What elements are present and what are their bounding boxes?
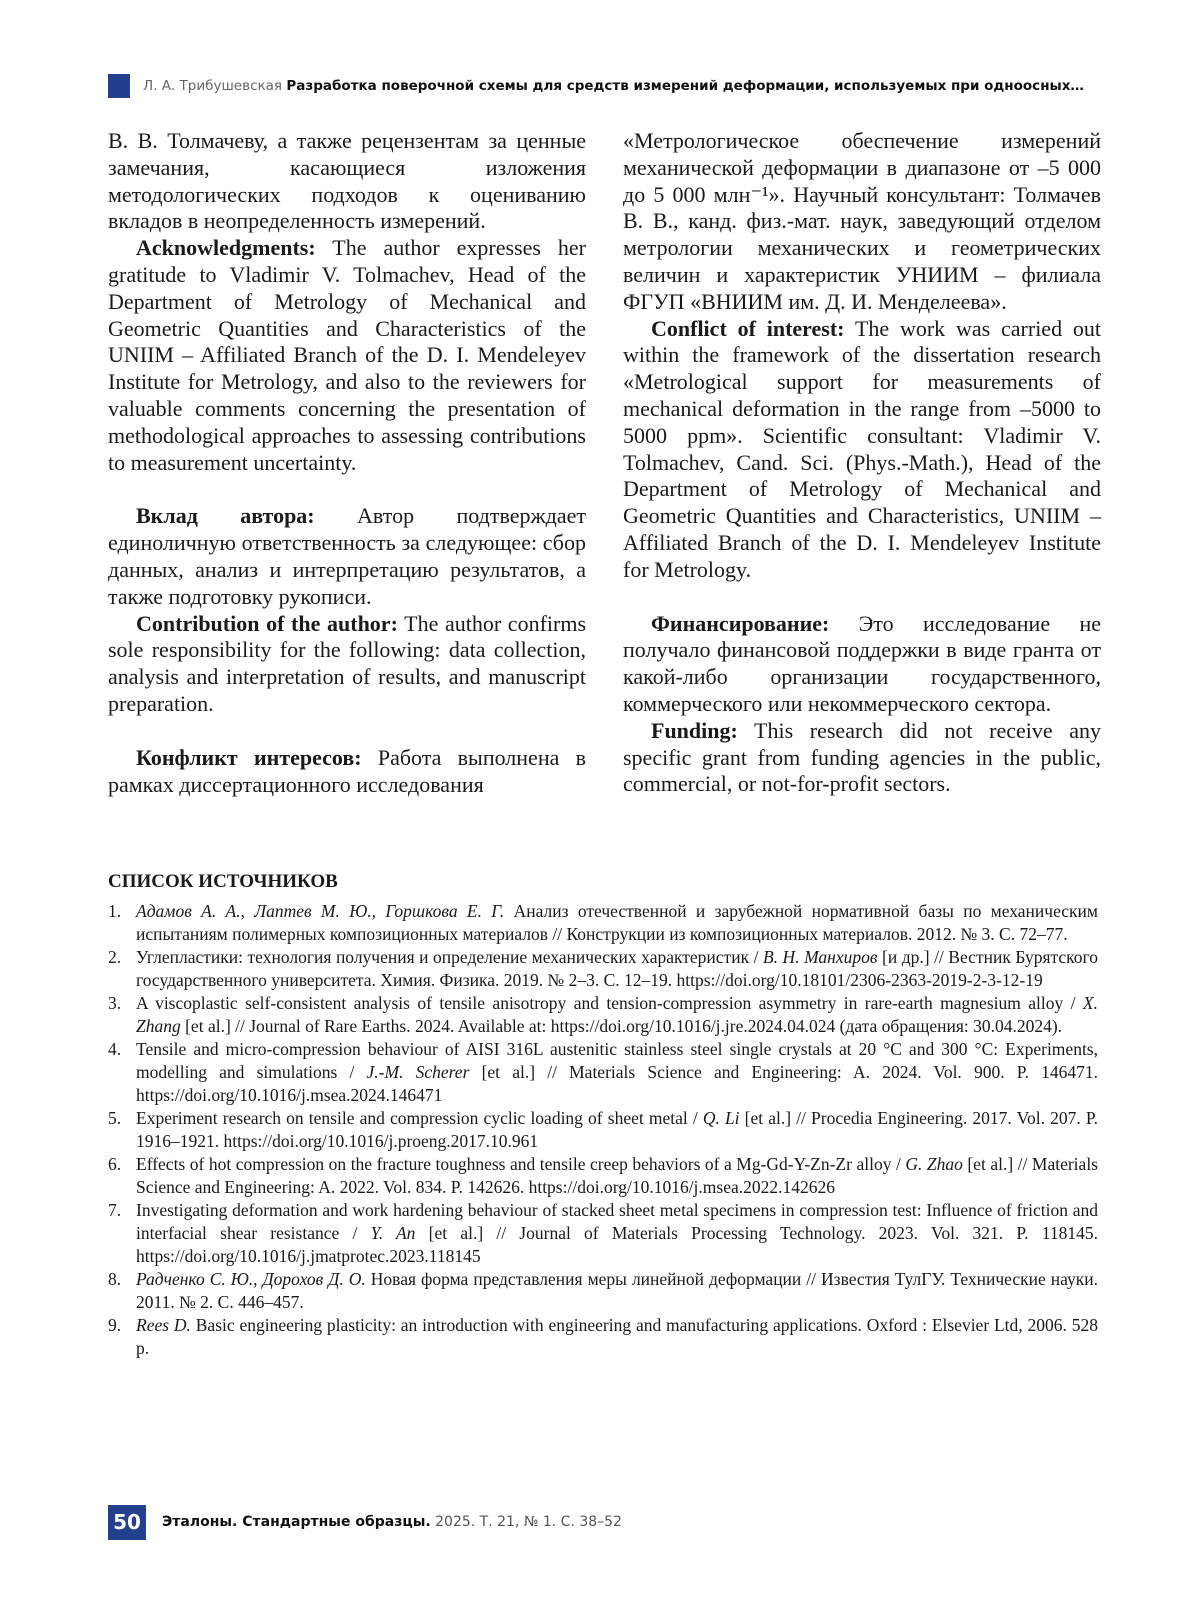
conflict-en [623,316,1101,584]
references-section [108,870,1098,1360]
references-heading: СПИСОК ИСТОЧНИКОВ [108,871,338,892]
reference-authors: X. Zhang [136,993,1098,1036]
reference-text: Experiment research on tensile and compression cyclic loading of sheet metal / [136,1108,703,1128]
reference-text: [et al.] // Materials Science and Engineering: A. 2024. Vol. 900. P. 146471. https://doi.org/10.1016/j.msea.2024.146471 [136,1062,1099,1105]
reference-number: 8. [108,1269,122,1289]
header-title: Разработка поверочной схемы для средств измерений деформации, используемых при одноосных… [286,78,1084,94]
funding-en-label: Funding: [651,717,738,743]
reference-text: Investigating deformation and work hardening behaviour of stacked sheet metal specimens in compression test: Influence of friction and interfacial shear resistance / [136,1200,1098,1243]
reference-text: Углепластики: технология получения и определение механических характеристик / [136,947,763,967]
reference-item [108,900,1098,946]
reference-authors: В. Н. Манхиров [762,947,878,967]
reference-text: [et al.] // Journal of Rare Earths. 2024. Available at: https://doi.org/10.1016/j.jre.2024.04.024 (дата обращения: 30.04.2024). [180,1016,1063,1036]
conflict-ru-text: Работа выполнена в рамках диссертационного исследования [108,744,586,797]
acknowledgment-ru-continuation: В. В. Толмачеву, а также рецензентам за ценные замечания, касающиеся изложения методологических подходов к оцениванию вкладов в неопределенность измерений. [108,128,586,234]
contribution-ru-text: Автор подтверждает единоличную ответственность за следующее: сбор данных, анализ и интерпретацию результатов, а также подготовку рукописи. [108,503,587,609]
reference-text: [et al.] // Procedia Engineering. 2017. Vol. 207. P. 1916–1921. https://doi.org/10.1016/j.proeng.2017.10.961 [136,1108,1098,1151]
header-accent-square [108,74,130,98]
conflict-en-text: The work was carried out within the framework of the dissertation research «Metrological support for measurements of mechanical deformation in the range from –5000 to 5000 ppm». Scientific consultant: Vladimir V. Tolmachev, Cand. Sci. (Phys.-Math.), Head of the Department of Metrology of Mechanical and Geometric Quantities and Characteristics, UNIIM – Affiliated Branch of the D. I. Mendeleyev Institute for Metrology. [623,315,1101,582]
conflict-ru-continuation: «Метрологическое обеспечение измерений механической деформации в диапазоне от –5 000 до 5 000 млн⁻¹». Научный консультант: Толмачев В. В., канд. физ.-мат. наук, заведующий отделом метрологии механических и геометрических величин и характеристик УНИИМ – филиала ФГУП «ВНИИМ им. Д. И. Менделеева». [623,128,1101,314]
reference-text: Basic engineering plasticity: an introduction with engineering and manufacturing applications. Oxford : Elsevier Ltd, 2006. 528 p. [136,1315,1098,1358]
reference-text: A viscoplastic self-consistent analysis of tensile anisotropy and tension-compression asymmetry in rare-earth magnesium alloy / [136,993,1083,1013]
reference-item [108,1314,1098,1360]
reference-authors: G. Zhao [905,1154,963,1174]
funding-ru-text: Это исследование не получало финансовой поддержки в виде гранта от какой-либо организации государственного, коммерческого или некоммерческого сектора. [623,610,1101,716]
reference-item [108,1268,1098,1314]
reference-text: Анализ отечественной и зарубежной нормативной базы по механическим испытаниям полимерных композиционных материалов // Конструкции из композиционных материалов. 2012. № 3. С. 72–77. [136,901,1098,944]
reference-item [108,1038,1098,1107]
reference-text: Effects of hot compression on the fracture toughness and tensile creep behaviors of a Mg-Gd-Y-Zn-Zr alloy / [136,1154,906,1174]
reference-number: 4. [108,1039,122,1059]
reference-text: Новая форма представления меры линейной деформации // Известия ТулГУ. Технические науки. 2011. № 2. С. 446–457. [136,1269,1098,1312]
running-footer [162,1514,622,1530]
reference-text: [et al.] // Materials Science and Engineering: A. 2022. Vol. 834. P. 142626. https://doi.org/10.1016/j.msea.2022.142626 [136,1154,1098,1197]
reference-number: 5. [108,1108,122,1128]
reference-text: [и др.] // Вестник Бурятского государственного университета. Химия. Физика. 2019. № 2–3. С. 12–19. https://doi.org/10.18101/2306-2363-2019-2-3-12-19 [136,947,1098,990]
reference-number: 1. [108,901,122,921]
reference-number: 7. [108,1200,122,1220]
funding-en-text: This research did not receive any specific grant from funding agencies in the public, commercial, or not-for-profit sectors. [623,717,1101,797]
footer-journal-info: 2025. Т. 21, № 1. С. 38–52 [435,1514,622,1530]
reference-text: [et al.] // Journal of Materials Processing Technology. 2023. Vol. 321. P. 118145. https://doi.org/10.1016/j.jmatprotec.2023.118145 [136,1223,1098,1266]
conflict-en-label: Conflict of interest: [651,315,845,341]
reference-number: 9. [108,1315,122,1335]
references-list [108,900,1098,1360]
reference-item [108,1153,1098,1199]
funding-ru [623,611,1101,718]
contribution-en-label: Contribution of the author: [136,610,398,636]
contribution-en-text: The author confirms sole responsibility for the following: data collection, analysis and interpretation of results, and manuscript preparation. [108,610,587,716]
funding-ru-label: Финансирование: [651,610,830,636]
running-header [143,76,1103,96]
funding-en [623,718,1101,798]
conflict-ru [108,745,586,799]
reference-text: Tensile and micro-compression behaviour of AISI 316L austenitic stainless steel single crystals at 20 °C and 300 °C: Experiments, modelling and simulations / [136,1039,1098,1082]
reference-number: 6. [108,1154,122,1174]
contribution-en [108,611,586,718]
conflict-ru-label: Конфликт интересов: [136,744,362,770]
reference-authors: Rees D. [136,1315,191,1335]
footer-journal-name: Эталоны. Стандартные образцы. [162,1514,431,1530]
page-number: 50 [108,1505,146,1540]
contribution-ru [108,503,586,610]
acknowledgments-en [108,235,586,476]
acknowledgments-text: The author expresses her gratitude to Vladimir V. Tolmachev, Head of the Department of Metrology of Mechanical and Geometric Quantities and Characteristics of the UNIIM – Affiliated Branch of the D. I. Mendeleyev Institute for Metrology, and also to the reviewers for valuable comments concerning the presentation of methodological approaches to assessing contributions to measurement uncertainty. [108,235,586,475]
reference-authors: Y. An [370,1223,416,1243]
reference-item [108,1107,1098,1153]
reference-number: 2. [108,947,122,967]
reference-number: 3. [108,993,122,1013]
reference-authors: J.-M. Scherer [366,1062,470,1082]
reference-item [108,946,1098,992]
reference-item [108,1199,1098,1268]
reference-authors: Q. Li [702,1108,740,1128]
contribution-ru-label: Вклад автора: [136,503,315,529]
reference-authors: Радченко С. Ю., Дорохов Д. О. [136,1269,366,1289]
right-column [623,128,1101,798]
acknowledgments-label: Acknowledgments: [136,235,316,261]
header-author: Л. А. Трибушевская [143,78,283,94]
reference-authors: Адамов А. А., Лаптев М. Ю., Горшкова Е. Г. [136,901,505,921]
reference-item [108,992,1098,1038]
left-column [108,128,586,798]
